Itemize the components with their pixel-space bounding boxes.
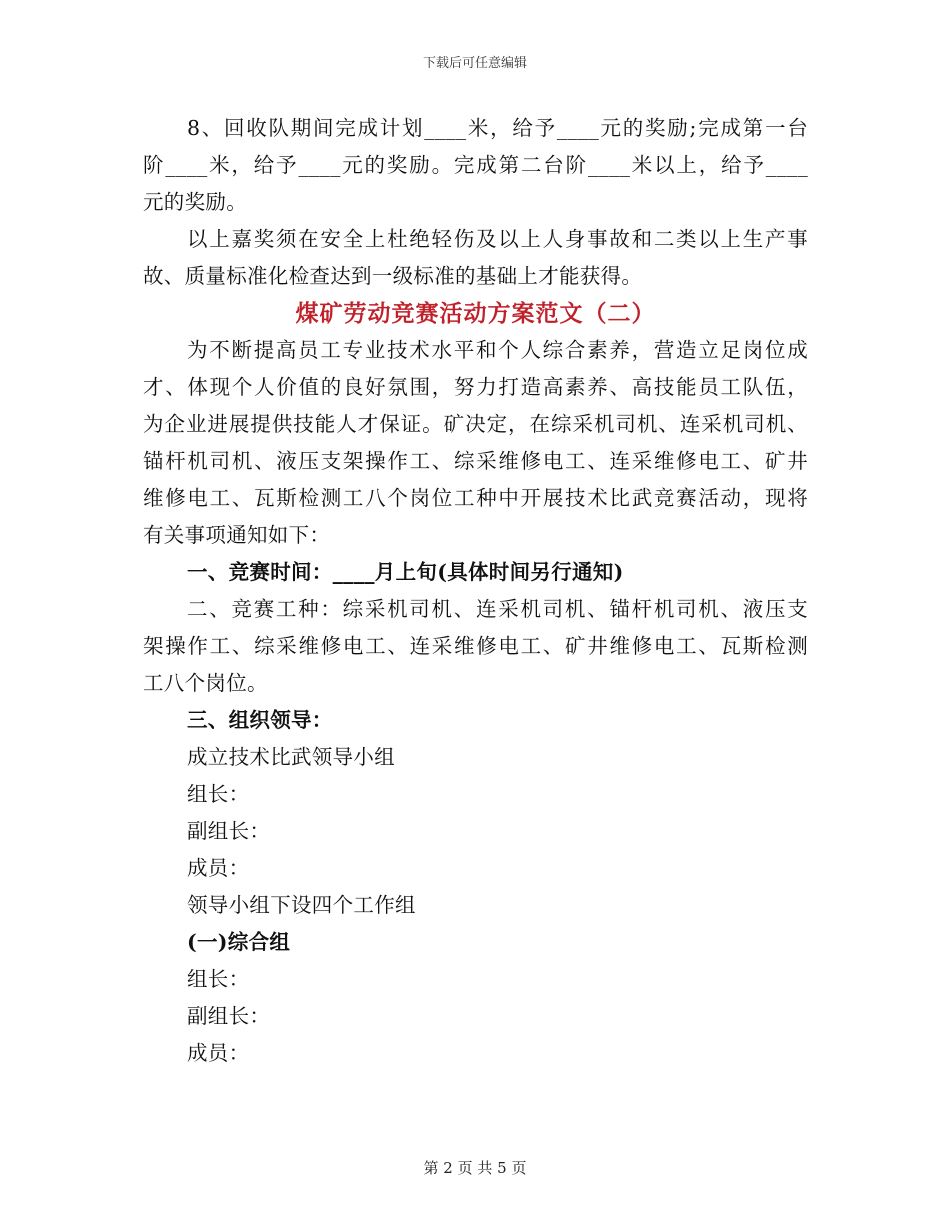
paragraph-line: 有关事项通知如下：	[143, 523, 331, 547]
document-body	[143, 110, 808, 1072]
heading-organization: 三、组织领导：	[187, 708, 333, 732]
paragraph-line: 二、竞赛工种：综采机司机、连采机司机、锚杆机司机、液压支	[187, 597, 808, 621]
paragraph-line: 领导小组下设四个工作组	[187, 893, 416, 917]
members-label: 成员：	[187, 856, 250, 880]
paragraph-line: 为企业进展提供技能人才保证。矿决定，在综采机司机、连采机司机、	[143, 412, 808, 436]
paragraph-line: 架操作工、综采维修电工、连采维修电工、矿井维修电工、瓦斯检测	[143, 634, 808, 658]
paragraph-line: 为不断提高员工专业技术水平和个人综合素养，营造立足岗位成	[187, 338, 808, 362]
paragraph-line: 故、质量标准化检查达到一级标准的基础上才能获得。	[143, 264, 643, 288]
paragraph-line: 成立技术比武领导小组	[187, 745, 395, 769]
paragraph-line: 阶____米，给予____元的奖励。完成第二台阶____米以上，给予____	[143, 153, 808, 177]
vice-leader-label: 副组长：	[187, 1004, 271, 1028]
heading-competition-time: 一、竞赛时间：____月上旬(具体时间另行通知)	[187, 560, 624, 584]
heading-general-group: (一)综合组	[187, 930, 291, 954]
leader-label: 组长：	[187, 782, 250, 806]
paragraph-line: 维修电工、瓦斯检测工八个岗位工种中开展技术比武竞赛活动，现将	[143, 486, 808, 510]
paragraph-line: 才、体现个人价值的良好氛围，努力打造高素养、高技能员工队伍，	[143, 375, 808, 399]
leader-label: 组长：	[187, 967, 250, 991]
members-label: 成员：	[187, 1041, 250, 1065]
paragraph-line: 8、回收队期间完成计划____米，给予____元的奖励;完成第一台	[187, 116, 808, 140]
paragraph-line: 以上嘉奖须在安全上杜绝轻伤及以上人身事故和二类以上生产事	[187, 227, 808, 251]
page-footer: 第 2 页 共 5 页	[423, 1159, 527, 1177]
paragraph-line: 工八个岗位。	[143, 671, 268, 695]
section-title: 煤矿劳动竞赛活动方案范文（二）	[295, 300, 656, 327]
vice-leader-label: 副组长：	[187, 819, 271, 843]
page-header: 下载后可任意编辑	[422, 56, 527, 71]
paragraph-line: 锚杆机司机、液压支架操作工、综采维修电工、连采维修电工、矿井	[143, 449, 808, 473]
paragraph-line: 元的奖励。	[143, 190, 247, 214]
